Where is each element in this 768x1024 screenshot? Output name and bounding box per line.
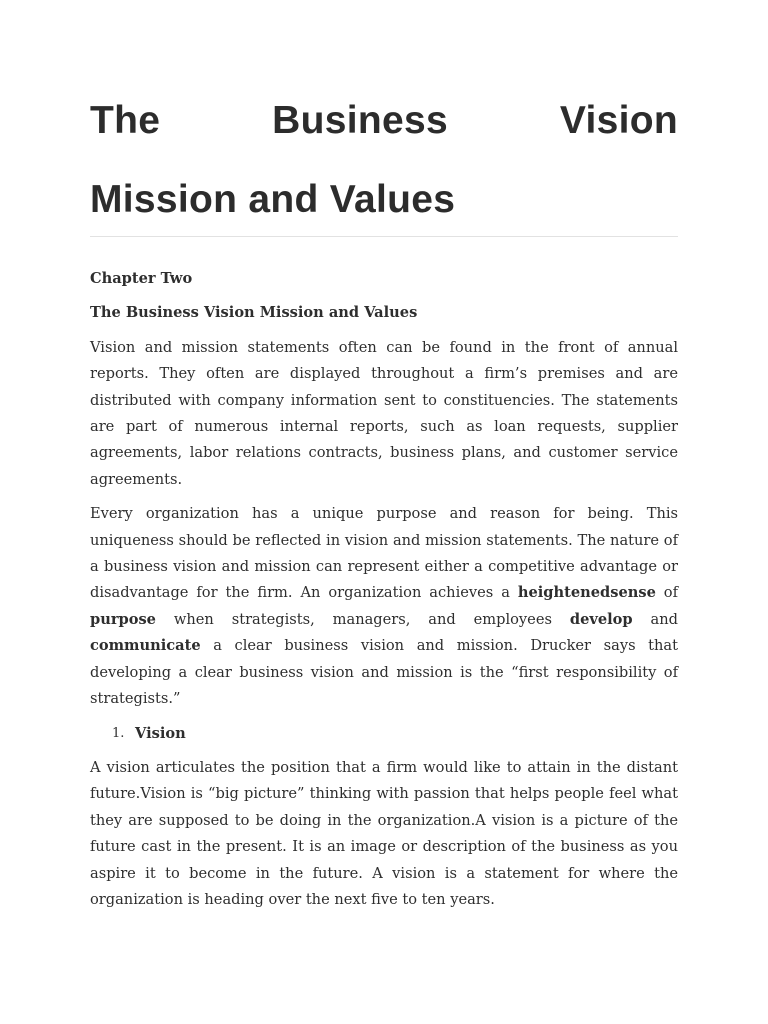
paragraph-2-text: and: [632, 610, 678, 628]
paragraph-2-text: a clear business vision and mission. Drucker says that developing a clear business vision and mission is the “first responsibility of strategists.”: [90, 637, 678, 708]
bold-term-develop: develop: [569, 610, 633, 628]
document-title-line-1: The Business Vision: [90, 99, 678, 142]
paragraph-2: [90, 501, 678, 712]
paragraph-2-text: Every organization has a unique purpose and reason for being. This uniqueness should be reflected in vision and mission statements. The nature of a business vision and mission can represent either a competitive advantage or disadvantage for the firm. An organization achieves a: [90, 505, 678, 602]
list-number: 1.: [112, 725, 125, 741]
bold-term-communicate: communicate: [90, 637, 201, 655]
bold-term-purpose: purpose: [90, 610, 156, 628]
paragraph-1: Vision and mission statements often can be found in the front of annual reports. They often are displayed throughout a firm’s premises and are distributed with company information sent to constituencies. The statements are part of numerous internal reports, such as loan requests, supplier agreements, labor relations contracts, business plans, and customer service agreements.: [90, 338, 678, 488]
bold-term-heightenedsense: heightenedsense: [517, 584, 656, 602]
section-heading: The Business Vision Mission and Values: [90, 304, 418, 322]
chapter-label: Chapter Two: [90, 270, 193, 287]
paragraph-2-text: of: [655, 584, 678, 602]
document-body: [90, 266, 678, 921]
paragraph-3: A vision articulates the position that a firm would like to attain in the distant future.Vision is “big picture” thinking with passion that helps people feel what they are supposed to be doing in the organization.A vision is a picture of the future cast in the present. It is an image or description of the business as you aspire it to become in the future. A vision is a statement for where the organization is heading over the next five to ten years.: [90, 758, 678, 908]
list-label-vision: Vision: [135, 724, 186, 742]
paragraph-2-text: when strategists, managers, and employees: [155, 610, 570, 628]
document-title-line-2: Mission and Values: [90, 178, 456, 221]
title-divider: [90, 236, 678, 237]
list-item-vision: [90, 721, 678, 747]
